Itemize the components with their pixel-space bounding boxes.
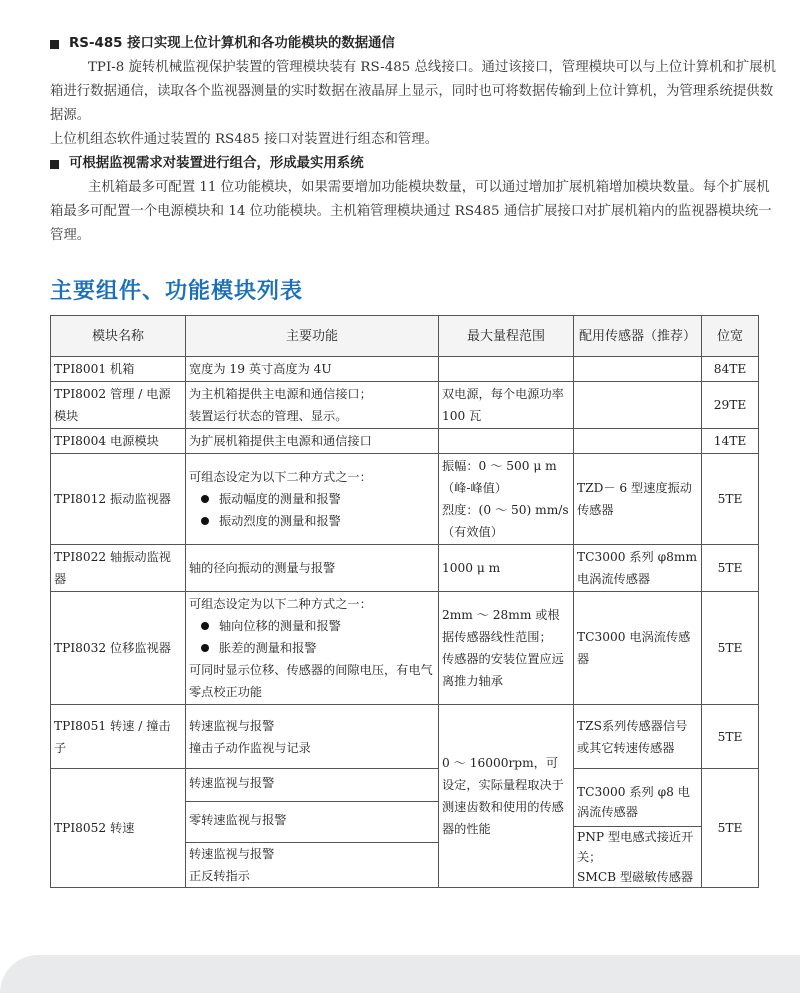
- table-row: [51, 429, 759, 454]
- sensor-line: SMCB 型磁敏传感器: [577, 869, 694, 884]
- cell-sensor: [574, 357, 702, 382]
- cell-range: [439, 357, 574, 382]
- table-row: [51, 357, 759, 382]
- cell-width: 5TE: [702, 545, 759, 592]
- function-line: 转速监视与报警: [189, 847, 275, 861]
- cell-module-name: TPI8032 位移监视器: [51, 592, 186, 705]
- cell-width: 5TE: [702, 769, 759, 888]
- header-sensor: 配用传感器（推荐）: [574, 316, 702, 357]
- cell-module-name: TPI8052 转速: [51, 769, 186, 888]
- header-width: 位宽: [702, 316, 759, 357]
- cell-range: [439, 592, 574, 705]
- square-bullet-icon: [50, 160, 59, 169]
- function-line: 零转速监视与报警: [189, 813, 287, 827]
- feature-heading-rs485: [50, 32, 780, 56]
- cell-function: [186, 769, 439, 888]
- table-row: [51, 705, 759, 769]
- intro-paragraph: 主机箱最多可配置 11 位功能模块，如果需要增加功能模块数量，可以通过增加扩展机箱增加模块数量。每个扩展机箱最多可配置一个电源模块和 14 位功能模块。主机箱管理模块通过 RS485 通信扩展接口对扩展机箱内的监视器模块统一管理。: [50, 180, 772, 243]
- cell-width: 29TE: [702, 382, 759, 429]
- cell-width: 5TE: [702, 705, 759, 769]
- cell-width: 84TE: [702, 357, 759, 382]
- function-bullet: [189, 488, 435, 510]
- feature-heading-combination: [50, 152, 780, 176]
- table-row: [51, 382, 759, 429]
- table-row: [51, 545, 759, 592]
- range-line: 传感器的安装位置应远离推力轴承: [442, 652, 564, 688]
- cell-range: [439, 454, 574, 545]
- page-footer-band: [0, 955, 800, 993]
- cell-range: 双电源，每个电源功率 100 瓦: [439, 382, 574, 429]
- function-line: 可组态设定为以下二种方式之一：: [189, 470, 372, 484]
- range-line: 2mm ～ 28mm 或根据传感器线性范围；: [442, 608, 560, 644]
- cell-module-name: TPI8004 电源模块: [51, 429, 186, 454]
- bullet-dot-icon: [201, 622, 209, 630]
- function-line: 装置运行状态的管理、显示。: [189, 409, 348, 423]
- cell-width: 5TE: [702, 592, 759, 705]
- cell-module-name: TPI8022 轴振动监视器: [51, 545, 186, 592]
- cell-sensor: TZD－ 6 型速度振动传感器: [574, 454, 702, 545]
- cell-sensor: [574, 382, 702, 429]
- table-header-row: [51, 316, 759, 357]
- function-bullet: [189, 637, 435, 659]
- cell-module-name: TPI8001 机箱: [51, 357, 186, 382]
- cell-function: [186, 454, 439, 545]
- table-row: [51, 592, 759, 705]
- cell-range: 1000 μ m: [439, 545, 574, 592]
- header-max-range: 最大量程范围: [439, 316, 574, 357]
- cell-function: [186, 592, 439, 705]
- intro-paragraph: TPI-8 旋转机械监视保护装置的管理模块装有 RS-485 总线接口。通过该接口，管理模块可以与上位计算机和扩展机箱进行数据通信，读取各个监视器测量的实时数据在液晶屏上显示，同时也可将数据传输到上位计算机，为管理系统提供数据源。: [50, 60, 777, 123]
- cell-function: [186, 705, 439, 769]
- function-bullet-text: 轴向位移的测量和报警: [219, 619, 341, 633]
- range-line: 烈度：(0 ～ 50) mm/s（有效值）: [442, 503, 569, 539]
- function-line: 撞击子动作监视与记录: [189, 740, 311, 755]
- bullet-dot-icon: [201, 495, 209, 503]
- cell-sensor: TC3000 电涡流传感器: [574, 592, 702, 705]
- cell-module-name: TPI8012 振动监视器: [51, 454, 186, 545]
- cell-function: 轴的径向振动的测量与报警: [186, 545, 439, 592]
- cell-function: 宽度为 19 英寸高度为 4U: [186, 357, 439, 382]
- function-line: 转速监视与报警: [189, 718, 275, 733]
- cell-width: 14TE: [702, 429, 759, 454]
- cell-range: [439, 429, 574, 454]
- function-bullet-text: 振动幅度的测量和报警: [219, 492, 341, 506]
- feature-heading-text: 可根据监视需求对装置进行组合，形成最实用系统: [69, 156, 364, 171]
- bullet-dot-icon: [201, 644, 209, 652]
- cell-sensor: [574, 429, 702, 454]
- bullet-dot-icon: [201, 517, 209, 525]
- cell-function: [186, 382, 439, 429]
- sensor-line: PNP 型电感式接近开关；: [577, 829, 694, 864]
- function-line: 转速监视与报警: [189, 776, 275, 790]
- function-line: 为主机箱提供主电源和通信接口；: [189, 387, 372, 401]
- cell-sensor: TZS系列传感器信号或其它转速传感器: [574, 705, 702, 769]
- function-bullet: [189, 615, 435, 637]
- cell-width: 5TE: [702, 454, 759, 545]
- header-module-name: 模块名称: [51, 316, 186, 357]
- cell-sensor: TC3000 系列 φ8mm 电涡流传感器: [574, 545, 702, 592]
- intro-section: [50, 32, 780, 248]
- function-line: 正反转指示: [189, 869, 250, 883]
- intro-paragraph: 上位机组态软件通过装置的 RS485 接口对装置进行组态和管理。: [50, 132, 439, 147]
- header-main-function: 主要功能: [186, 316, 439, 357]
- module-table: [50, 315, 759, 888]
- feature-heading-text: RS-485 接口实现上位计算机和各功能模块的数据通信: [69, 36, 395, 51]
- table-row: [51, 769, 759, 888]
- square-bullet-icon: [50, 40, 59, 49]
- cell-range-speed: 0 ～ 16000rpm，可设定，实际量程取决于测速齿数和使用的传感器的性能: [439, 705, 574, 888]
- sensor-line: TC3000 系列 φ8 电涡流传感器: [577, 784, 690, 819]
- function-line: 可同时显示位移、传感器的间隙电压，有电气零点校正功能: [189, 663, 433, 699]
- function-line: 可组态设定为以下二种方式之一：: [189, 597, 372, 611]
- range-line: 振幅：0 ～ 500 μ m（峰-峰值）: [442, 459, 557, 495]
- cell-sensor: [574, 769, 702, 888]
- section-title: 主要组件、功能模块列表: [50, 279, 304, 304]
- cell-module-name: TPI8051 转速 / 撞击子: [51, 705, 186, 769]
- cell-module-name: TPI8002 管理 / 电源模块: [51, 382, 186, 429]
- function-bullet-text: 振动烈度的测量和报警: [219, 514, 341, 528]
- cell-function: 为扩展机箱提供主电源和通信接口: [186, 429, 439, 454]
- table-row: [51, 454, 759, 545]
- function-bullet-text: 胀差的测量和报警: [219, 641, 317, 655]
- function-bullet: [189, 510, 435, 532]
